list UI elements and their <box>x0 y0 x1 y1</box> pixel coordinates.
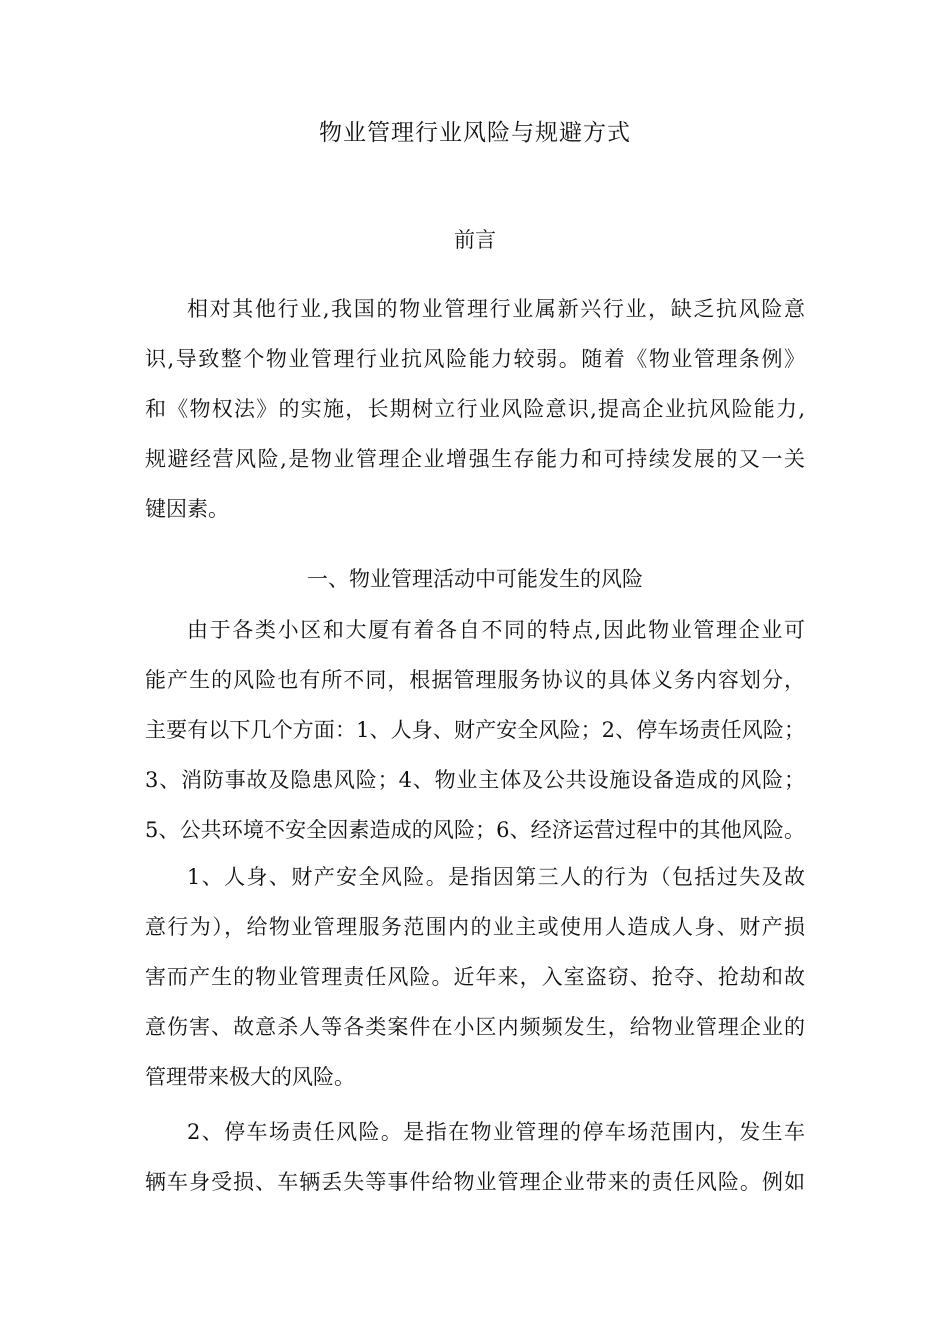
paragraph-line: 和《物权法》的实施，长期树立行业风险意识,提高企业抗风险能力, <box>145 397 805 421</box>
paragraph-line: 相对其他行业,我国的物业管理行业属新兴行业，缺乏抗风险意 <box>187 297 805 321</box>
paragraph-line: 害而产生的物业管理责任风险。近年来，入室盗窃、抢夺、抢劫和故 <box>145 965 805 989</box>
paragraph-line: 规避经营风险,是物业管理企业增强生存能力和可持续发展的又一关 <box>145 447 805 471</box>
preface-paragraph <box>145 284 805 534</box>
section1-paragraph-2 <box>145 852 805 1102</box>
paragraph-line: 管理带来极大的风险。 <box>145 1065 355 1089</box>
paragraph-line: 由于各类小区和大厦有着各自不同的特点,因此物业管理企业可 <box>187 618 805 642</box>
paragraph-line: 1、人身、财产安全风险。是指因第三人的行为（包括过失及故 <box>187 865 805 889</box>
paragraph-line: 能产生的风险也有所不同，根据管理服务协议的具体义务内容划分， <box>145 668 805 692</box>
section1-paragraph-1 <box>145 605 805 855</box>
section-heading: 一、物业管理活动中可能发生的风险 <box>307 567 643 591</box>
paragraph-line: 辆车身受损、车辆丢失等事件给物业管理企业带来的责任风险。例如 <box>145 1170 805 1194</box>
paragraph-line: 意伤害、故意杀人等各类案件在小区内频频发生，给物业管理企业的 <box>145 1015 805 1039</box>
paragraph-line: 5、公共环境不安全因素造成的风险；6、经济运营过程中的其他风险。 <box>145 818 805 842</box>
paragraph-line: 键因素。 <box>145 497 229 521</box>
paragraph-line: 3、消防事故及隐患风险；4、物业主体及公共设施设备造成的风险； <box>145 768 805 792</box>
document-title: 物业管理行业风险与规避方式 <box>319 120 631 146</box>
section1-paragraph-3 <box>145 1107 805 1207</box>
paragraph-line: 意行为），给物业管理服务范围内的业主或使用人造成人身、财产损 <box>145 915 805 939</box>
paragraph-line: 主要有以下几个方面：1、人身、财产安全风险；2、停车场责任风险； <box>145 718 805 742</box>
paragraph-line: 2、停车场责任风险。是指在物业管理的停车场范围内，发生车 <box>187 1120 805 1144</box>
paragraph-line: 识,导致整个物业管理行业抗风险能力较弱。随着《物业管理条例》 <box>145 347 805 371</box>
preface-heading: 前言 <box>454 228 496 252</box>
